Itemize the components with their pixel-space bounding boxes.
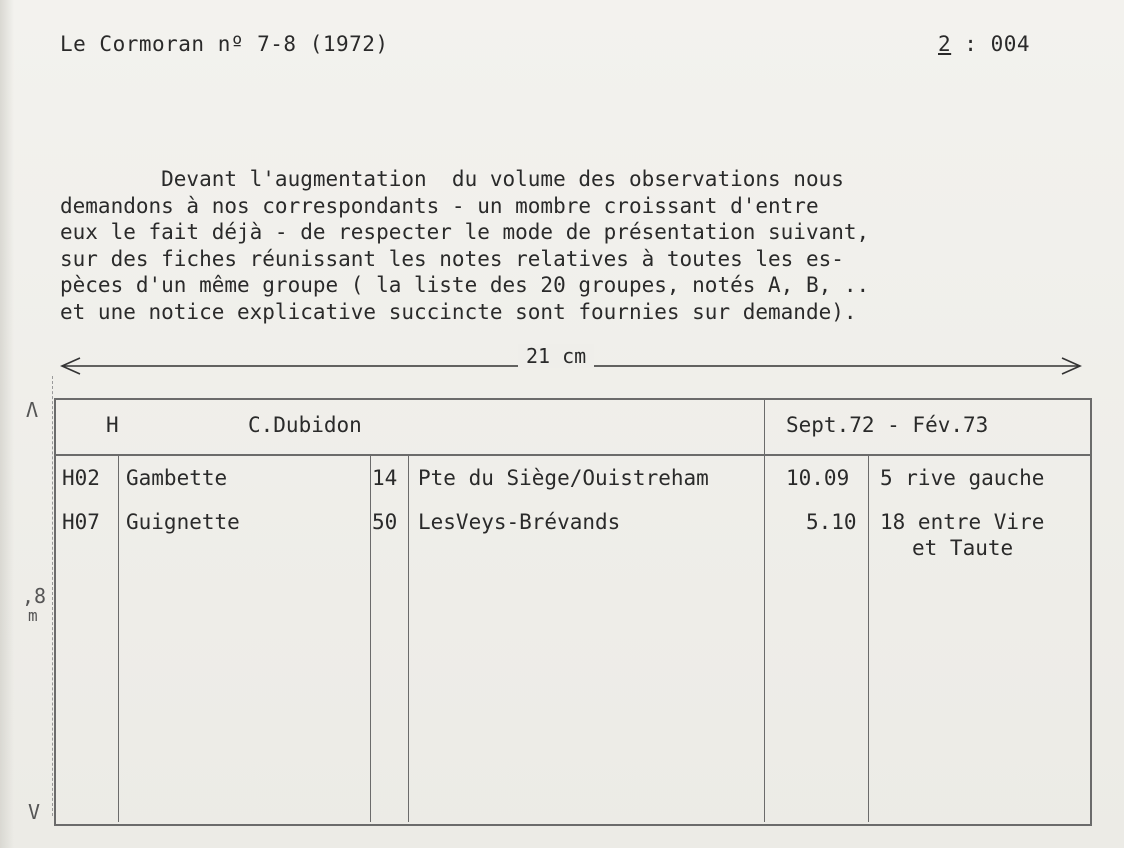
vertical-arrow-up: Λ	[26, 398, 39, 422]
intro-line: demandons à nos correspondants - un mombre croissant d'entre	[60, 193, 819, 218]
scan-shadow	[0, 0, 14, 848]
row-species-code: H02	[62, 466, 100, 490]
row-species-name: Guignette	[126, 510, 240, 534]
intro-line: sur des fiches réunissant les notes relatives à toutes les es-	[60, 246, 844, 271]
column-divider	[408, 456, 409, 822]
intro-line: et une notice explicative succincte sont fournies sur demande).	[60, 299, 857, 324]
intro-line: Devant l'augmentation du volume des observations nous	[60, 167, 844, 191]
row-species-code: H07	[62, 510, 100, 534]
row-date: 5.10	[806, 510, 857, 534]
form-header-divider	[54, 454, 1090, 456]
form-group-letter: H	[106, 413, 119, 437]
vertical-arrow-down: V	[28, 800, 41, 824]
column-divider	[764, 400, 765, 822]
row-remark: 18 entre Vire	[880, 510, 1045, 534]
row-place: Pte du Siège/Ouistreham	[418, 466, 709, 490]
row-count: 14	[372, 466, 398, 490]
row-species-name: Gambette	[126, 466, 228, 490]
form-left-guide	[52, 376, 53, 816]
width-dimension-label: 21 cm	[518, 344, 594, 368]
page-reference-number: 2	[938, 32, 952, 56]
page-reference	[938, 32, 1030, 56]
journal-title: Le Cormoran nº 7-8 (1972)	[60, 32, 389, 56]
vertical-scale-value: ,8	[22, 584, 47, 608]
vertical-scale-unit: m	[28, 606, 38, 625]
column-divider	[118, 456, 119, 822]
column-divider	[370, 456, 371, 822]
row-date: 10.09	[786, 466, 850, 490]
observation-form-frame	[54, 398, 1092, 826]
column-divider	[868, 456, 869, 822]
row-remark-continuation: et Taute	[912, 536, 1014, 560]
row-place: LesVeys-Brévands	[418, 510, 621, 534]
form-period: Sept.72 - Fév.73	[786, 413, 989, 437]
intro-line: eux le fait déjà - de respecter le mode de présentation suivant,	[60, 220, 870, 244]
row-remark: 5 rive gauche	[880, 466, 1045, 490]
row-count: 50	[372, 510, 398, 534]
intro-line: pèces d'un même groupe ( la liste des 20 groupes, notés A, B, ..	[60, 273, 870, 297]
form-observer: C.Dubidon	[248, 413, 362, 437]
intro-paragraph	[60, 166, 1060, 325]
page-reference-rest: : 004	[951, 32, 1031, 56]
